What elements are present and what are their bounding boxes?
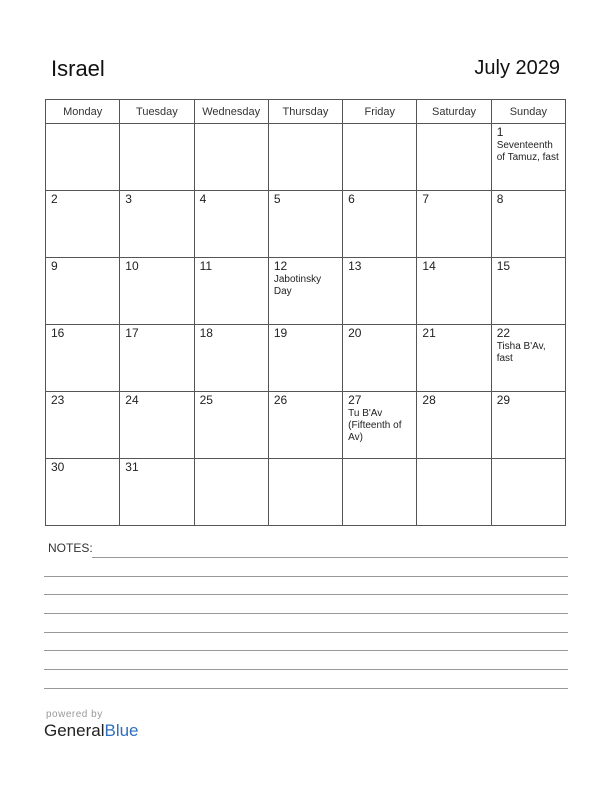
calendar-day-cell	[343, 191, 417, 258]
calendar-day-cell	[491, 325, 565, 392]
calendar-day-cell	[120, 258, 194, 325]
brand-general: General	[44, 721, 105, 740]
note-line	[44, 594, 568, 595]
calendar-day-cell	[343, 392, 417, 459]
calendar-day-cell	[417, 325, 491, 392]
holiday-label: Seventeenth of Tamuz, fast	[496, 140, 559, 163]
calendar-day-cell	[46, 325, 120, 392]
calendar-day-cell	[343, 258, 417, 325]
calendar-day-cell	[491, 191, 565, 258]
weekday-saturday: Saturday	[417, 100, 491, 124]
calendar-day-cell	[268, 325, 342, 392]
calendar-day-cell	[491, 124, 565, 191]
calendar-week-row	[46, 325, 566, 392]
calendar-day-cell	[46, 191, 120, 258]
calendar-day-cell	[268, 124, 342, 191]
calendar-day-cell	[120, 459, 194, 526]
day-number: 5	[273, 192, 281, 206]
day-number: 28	[422, 393, 436, 407]
holiday-label: Jabotinsky Day	[273, 274, 322, 297]
calendar-day-cell	[268, 258, 342, 325]
brand-blue: Blue	[104, 721, 139, 740]
weekday-thursday: Thursday	[268, 100, 342, 124]
note-line	[92, 557, 568, 558]
calendar-day-cell	[268, 191, 342, 258]
calendar-day-cell	[46, 124, 120, 191]
day-number: 6	[348, 192, 355, 206]
calendar-day-cell	[46, 392, 120, 459]
day-number: 25	[199, 393, 213, 407]
day-number: 15	[496, 259, 511, 273]
holiday-label: Tu B'Av (Fifteenth of Av)	[348, 408, 402, 443]
note-line	[44, 613, 568, 614]
day-number: 8	[496, 192, 504, 206]
calendar-day-cell	[343, 124, 417, 191]
country-title: Israel	[51, 56, 105, 81]
day-number: 29	[496, 393, 511, 407]
day-number: 17	[125, 326, 139, 340]
calendar-day-cell	[120, 191, 194, 258]
weekday-tuesday: Tuesday	[120, 100, 194, 124]
calendar-day-cell	[120, 124, 194, 191]
calendar-day-cell	[343, 325, 417, 392]
weekday-monday: Monday	[46, 100, 120, 124]
day-number: 27	[348, 393, 362, 407]
calendar-day-cell	[194, 191, 268, 258]
holiday-label: Tisha B'Av, fast	[496, 341, 546, 364]
note-line	[44, 669, 568, 670]
calendar-day-cell	[491, 258, 565, 325]
generalblue-logo	[44, 721, 139, 741]
day-number: 11	[199, 259, 213, 273]
calendar-day-cell	[268, 392, 342, 459]
calendar-day-cell	[491, 392, 565, 459]
day-number: 1	[496, 125, 504, 139]
calendar-day-cell	[417, 459, 491, 526]
calendar-day-cell	[194, 124, 268, 191]
day-number: 9	[51, 259, 58, 273]
day-number: 16	[51, 326, 65, 340]
day-number: 18	[199, 326, 213, 340]
day-number: 24	[125, 393, 139, 407]
day-number: 21	[422, 326, 436, 340]
calendar-day-cell	[194, 459, 268, 526]
day-number: 7	[422, 192, 430, 206]
calendar-week-row	[46, 392, 566, 459]
calendar-day-cell	[194, 392, 268, 459]
calendar-day-cell	[417, 392, 491, 459]
weekday-sunday: Sunday	[491, 100, 565, 124]
calendar-day-cell	[417, 191, 491, 258]
calendar-day-cell	[343, 459, 417, 526]
month-title: July 2029	[474, 57, 560, 79]
day-number: 19	[273, 326, 288, 340]
calendar-week-row	[46, 124, 566, 191]
day-number: 23	[51, 393, 65, 407]
powered-by-text: powered by	[46, 709, 103, 720]
day-number: 14	[422, 259, 436, 273]
note-line	[44, 576, 568, 577]
calendar-week-row	[46, 191, 566, 258]
notes-label: NOTES:	[48, 541, 93, 555]
day-number: 2	[51, 192, 58, 206]
day-number: 30	[51, 460, 65, 474]
day-number: 10	[125, 259, 139, 273]
calendar-week-row	[46, 459, 566, 526]
weekday-header-row	[46, 100, 566, 124]
day-number: 13	[348, 259, 362, 273]
day-number: 3	[125, 192, 132, 206]
day-number: 4	[199, 192, 207, 206]
note-line	[44, 632, 568, 633]
calendar-day-cell	[491, 459, 565, 526]
calendar-day-cell	[417, 258, 491, 325]
note-line	[44, 688, 568, 689]
calendar-day-cell	[417, 124, 491, 191]
note-line	[44, 650, 568, 651]
weekday-wednesday: Wednesday	[194, 100, 268, 124]
calendar-day-cell	[120, 325, 194, 392]
day-number: 26	[273, 393, 288, 407]
calendar-day-cell	[46, 258, 120, 325]
day-number: 22	[496, 326, 511, 340]
day-number: 12	[273, 259, 288, 273]
calendar-day-cell	[268, 459, 342, 526]
weekday-friday: Friday	[343, 100, 417, 124]
calendar-week-row	[46, 258, 566, 325]
calendar-day-cell	[120, 392, 194, 459]
calendar-day-cell	[194, 258, 268, 325]
day-number: 31	[125, 460, 139, 474]
day-number: 20	[348, 326, 362, 340]
calendar-day-cell	[194, 325, 268, 392]
calendar-day-cell	[46, 459, 120, 526]
calendar-grid	[45, 99, 566, 526]
